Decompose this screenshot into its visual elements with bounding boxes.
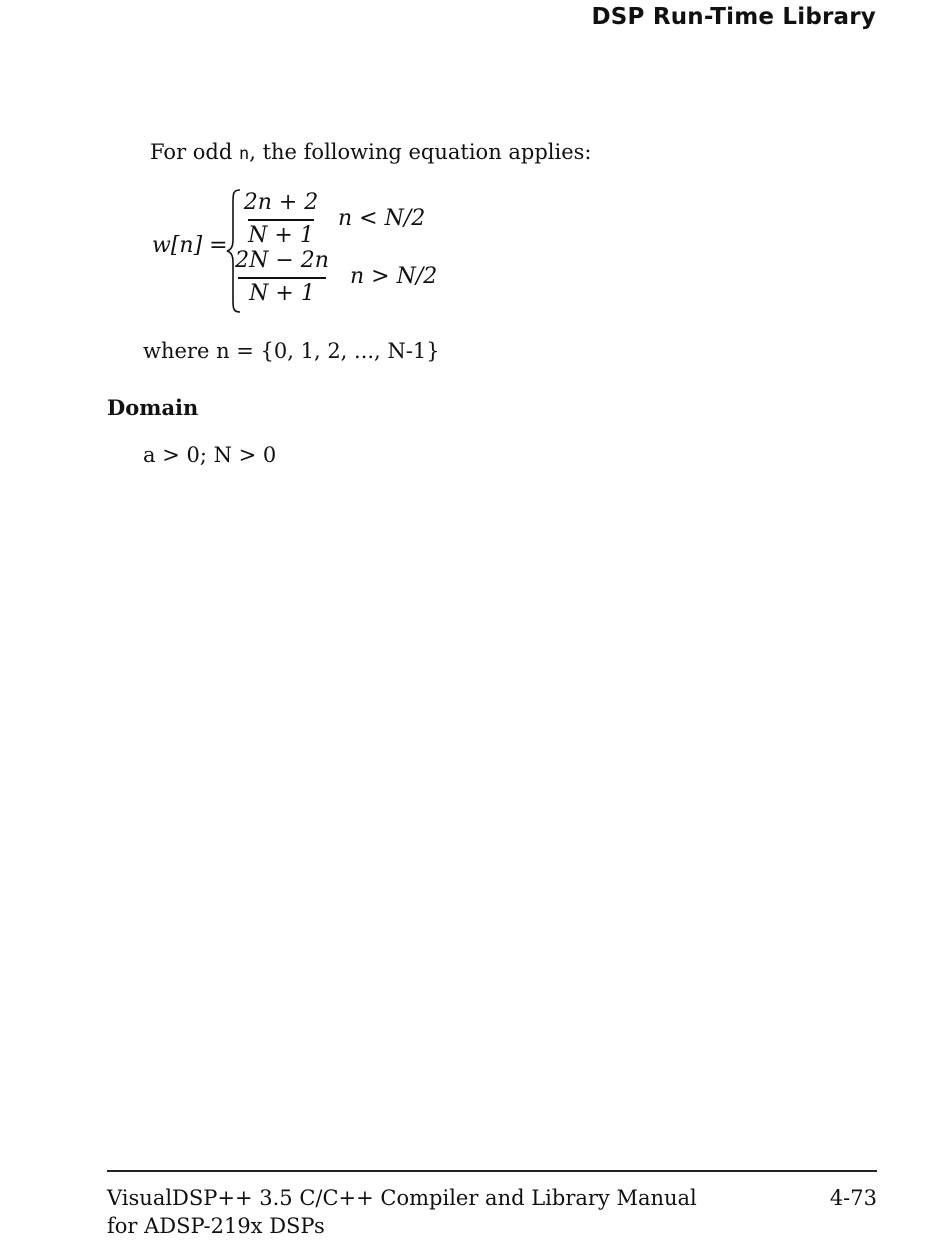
case1-fraction (243, 190, 319, 249)
case2-fraction-bar (238, 277, 326, 279)
case2-fraction (235, 248, 329, 307)
footer-divider (107, 1170, 877, 1172)
footer-manual-title (107, 1184, 697, 1240)
window-equation (152, 188, 452, 314)
where-clause: where n = {0, 1, 2, ..., N-1} (143, 339, 440, 363)
equation-lhs: w[n] = (152, 233, 228, 258)
case2-denominator: N + 1 (249, 280, 315, 306)
footer-page-number: 4-73 (829, 1186, 877, 1210)
footer-manual-line1: VisualDSP++ 3.5 C/C++ Compiler and Library Manual (107, 1186, 697, 1210)
intro-code-n: n (238, 144, 250, 164)
case1-fraction-bar (248, 219, 314, 221)
case2-numerator: 2N − 2n (235, 248, 329, 273)
domain-heading: Domain (107, 395, 199, 420)
case2-condition: n > N/2 (350, 264, 438, 289)
case1-numerator: 2n + 2 (243, 190, 319, 215)
domain-text: a > 0; N > 0 (143, 443, 277, 467)
intro-prefix: For odd (150, 140, 239, 164)
footer-manual-line2: for ADSP-219x DSPs (107, 1214, 325, 1238)
case1-condition: n < N/2 (338, 206, 426, 231)
case1-denominator: N + 1 (248, 222, 314, 248)
intro-suffix: , the following equation applies: (249, 140, 592, 164)
running-header-title: DSP Run-Time Library (591, 4, 876, 30)
intro-paragraph (150, 138, 592, 168)
